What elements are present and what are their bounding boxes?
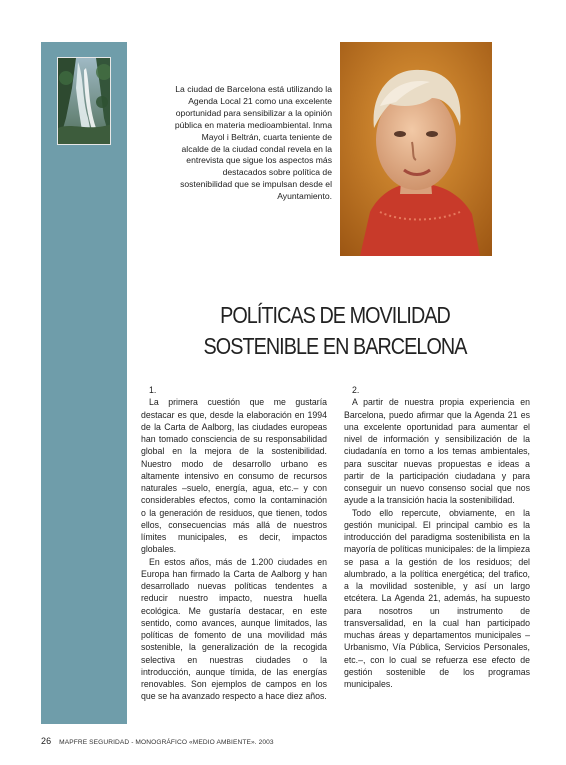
waterfall-photo [57,57,111,145]
interviewee-portrait [340,42,492,256]
section-number-1: 1. [149,385,157,395]
right-paragraph-1: A partir de nuestra propia experiencia en Barcelona, puedo afirmar que la Agenda 21 es una excelente oportunidad para aumentar el nivel de información y sensibilización de la ciudadanía en torno a los temas ambientales, para suscitar nuevas propuestas e ideas a partir de la participación ciudadana y para conseguir un nuevo consenso social que nos ayude a la transición hacia la sostenibilidad. [344,397,530,506]
page-footer [41,736,521,746]
article-title [167,300,502,362]
page-number: 26 [41,736,52,746]
intro-text: La ciudad de Barcelona está utilizando la Agenda Local 21 como una excelente oportunidad para sensibilizar a la opinión pública en materia medioambiental. Inma Mayol i Beltrán, cuarta teniente de alcalde de la ciudad condal revela en la entrevista que sigue los aspectos más destacados sobre política de sostenibilidad que se impulsan desde el Ayuntamiento. [174,84,332,202]
left-paragraph-1: La primera cuestión que me gustaría destacar es que, desde la elaboración en 1994 de la Carta de Aalborg, las ciudades europeas han tomado consciencia de su responsabilidad global en la mejora de la sostenibilidad. Nuestro modo de desarrollo urbano es altamente intensivo en consumo de recursos naturales –suelo, energía, agua, etc.– y con considerables efectos, como la contaminación o la generación de residuos, que tienen, todos ellos, consecuencias más allá de nuestros límites municipales, es decir, impactos globales. [141,397,327,555]
title-line-1: POLÍTICAS DE MOVILIDAD [220,302,450,328]
right-paragraph-2: Todo ello repercute, obviamente, en la gestión municipal. El principal cambio es la introducción del paradigma sostenibilista en la mayoría de políticas municipales: de la limpieza se pasa a la gestión de los residuos; del alumbrado, a la política energética; del trafico, a la movilidad sostenible, y así un largo etcétera. La Agenda 21, además, ha supuesto para nosotros un instrumento de transversalidad, en la cual han participado muchas áreas y departamentos municipales –Urbanismo, Vía Pública, Servicios Personales, etc.–, con lo cual se refuerza ese efecto de gestión sostenible de los programas municipales. [344,507,530,689]
left-column [141,384,327,703]
right-column [344,384,530,690]
footer-publication: MAPFRE SEGURIDAD - MONOGRÁFICO «MEDIO AMBIENTE». 2003 [59,739,274,746]
left-paragraph-2: En estos años, más de 1.200 ciudades en Europa han firmado la Carta de Aalborg y han desarrollado nuevas políticas tendentes a reducir nuestro impacto, nuestra huella ecológica. Me gustaría destacar, en este sentido, como avances, aunque limitados, las políticas de fomento de una movilidad más sostenible, la generalización de la recogida selectiva en nuestras ciudades o la introducción, aunque tímida, de las energías renovables. Son ejemplos de campos en los que se ha avanzado respecto a hace diez años. [141,556,327,702]
section-number-2: 2. [352,385,360,395]
title-line-2: SOSTENIBLE EN BARCELONA [203,333,467,359]
